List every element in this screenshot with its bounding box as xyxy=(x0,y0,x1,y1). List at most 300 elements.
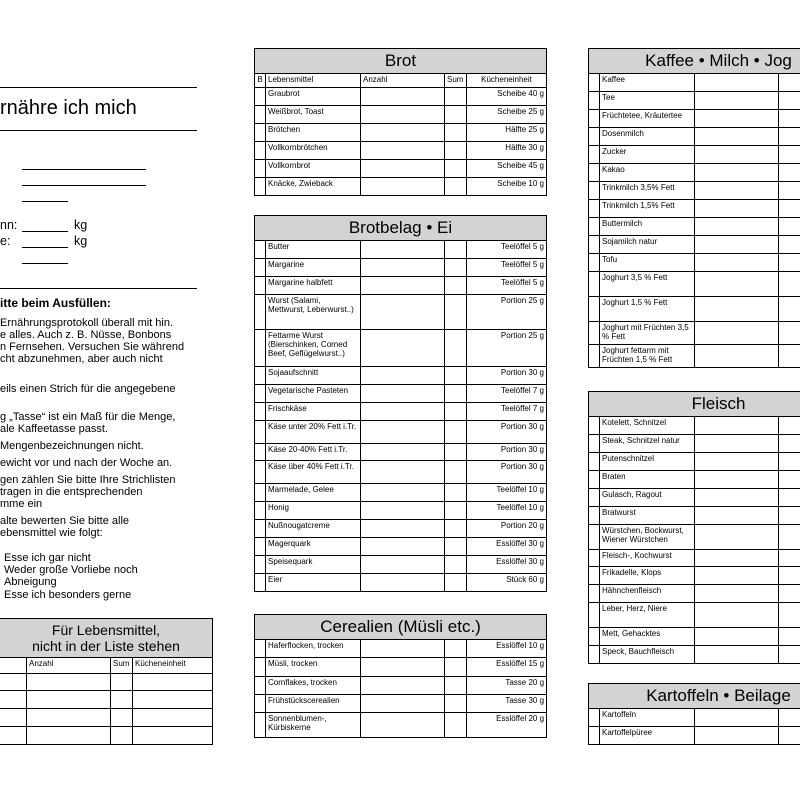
table-row xyxy=(589,322,800,345)
count-cell[interactable] xyxy=(695,727,779,745)
section-header: Brotbelag • Ei xyxy=(255,216,547,241)
kitchen-unit: Portion 30 g xyxy=(467,367,547,385)
fleisch-table xyxy=(588,391,800,664)
table-row xyxy=(255,677,547,695)
sum-cell[interactable] xyxy=(779,727,800,745)
table-row xyxy=(589,453,800,471)
food-name: Trinkmilch 3,5% Fett xyxy=(600,182,695,200)
section-header: Kaffee • Milch • Jog xyxy=(589,49,800,74)
sum-cell[interactable] xyxy=(445,502,467,520)
count-cell[interactable] xyxy=(695,603,779,628)
section-header: Kartoffeln • Beilage xyxy=(589,684,800,709)
table-row xyxy=(589,254,800,272)
table-header: B xyxy=(255,74,266,88)
sum-cell[interactable] xyxy=(779,236,800,254)
rating-cell[interactable] xyxy=(589,74,600,92)
table-header: Lebensmittel xyxy=(266,74,361,88)
rating-cell[interactable] xyxy=(255,403,266,421)
sum-cell[interactable] xyxy=(779,110,800,128)
sum-cell[interactable] xyxy=(445,574,467,592)
sum-cell[interactable] xyxy=(445,695,467,713)
table-header: Anzahl xyxy=(361,74,445,88)
table-row xyxy=(589,727,800,745)
section-header: Brot xyxy=(255,49,547,74)
food-name: Zucker xyxy=(600,146,695,164)
rating-cell[interactable] xyxy=(589,471,600,489)
sum-cell[interactable] xyxy=(779,628,800,646)
count-cell[interactable] xyxy=(695,272,779,297)
count-cell[interactable] xyxy=(361,484,445,502)
table-row xyxy=(589,550,800,567)
food-name: Margarine xyxy=(266,259,361,277)
food-name: Käse unter 20% Fett i.Tr. xyxy=(266,421,361,444)
sum-cell[interactable] xyxy=(445,461,467,484)
sum-cell[interactable] xyxy=(779,322,800,345)
section-title: nicht in der Liste stehen xyxy=(32,638,180,654)
rating-cell[interactable] xyxy=(589,200,600,218)
food-name: Joghurt mit Früchten 3,5 % Fett xyxy=(600,322,695,345)
kitchen-unit: Tasse 30 g xyxy=(467,695,547,713)
table-row xyxy=(589,297,800,322)
rating-cell[interactable] xyxy=(589,727,600,745)
sum-cell[interactable] xyxy=(779,164,800,182)
rating-line: Weder große Vorliebe noch xyxy=(4,564,138,576)
table-row xyxy=(589,164,800,182)
food-name: Mett, Gehacktes xyxy=(600,628,695,646)
count-cell[interactable] xyxy=(361,88,445,106)
sum-cell[interactable] xyxy=(445,520,467,538)
kitchen-unit: Tasse 20 g xyxy=(467,677,547,695)
food-name: Graubrot xyxy=(266,88,361,106)
count-cell[interactable] xyxy=(695,628,779,646)
count-cell[interactable] xyxy=(695,128,779,146)
food-name: Tee xyxy=(600,92,695,110)
count-cell[interactable] xyxy=(695,200,779,218)
rating-cell[interactable] xyxy=(255,640,266,658)
count-cell[interactable] xyxy=(695,297,779,322)
rating-cell[interactable] xyxy=(255,142,266,160)
food-name: Sojaaufschnitt xyxy=(266,367,361,385)
cell[interactable] xyxy=(27,727,111,745)
table-row xyxy=(255,556,547,574)
count-cell[interactable] xyxy=(695,218,779,236)
cell[interactable] xyxy=(133,727,213,745)
instruction-line: ebensmittel wie folgt: xyxy=(0,527,103,539)
count-cell[interactable] xyxy=(695,164,779,182)
table-row xyxy=(255,444,547,461)
rating-cell[interactable] xyxy=(255,695,266,713)
sum-cell[interactable] xyxy=(445,677,467,695)
sum-cell[interactable] xyxy=(445,403,467,421)
rating-cell[interactable] xyxy=(589,435,600,453)
input-line[interactable] xyxy=(22,185,146,186)
count-cell[interactable] xyxy=(361,556,445,574)
rating-cell[interactable] xyxy=(589,218,600,236)
cell[interactable] xyxy=(0,674,27,691)
table-row xyxy=(589,345,800,368)
table-header: Kücheneinheit xyxy=(467,74,547,88)
sum-cell[interactable] xyxy=(779,417,800,435)
sum-cell[interactable] xyxy=(779,507,800,525)
sum-cell[interactable] xyxy=(445,556,467,574)
rating-cell[interactable] xyxy=(255,259,266,277)
count-cell[interactable] xyxy=(361,330,445,367)
rating-cell[interactable] xyxy=(589,525,600,550)
rating-cell[interactable] xyxy=(255,677,266,695)
table-row xyxy=(589,182,800,200)
table-row xyxy=(589,628,800,646)
rating-cell[interactable] xyxy=(255,385,266,403)
sum-cell[interactable] xyxy=(445,124,467,142)
count-cell[interactable] xyxy=(361,142,445,160)
count-cell[interactable] xyxy=(695,709,779,727)
rating-cell[interactable] xyxy=(589,345,600,368)
section-header: Fleisch xyxy=(589,392,800,417)
rating-cell[interactable] xyxy=(589,628,600,646)
rating-cell[interactable] xyxy=(255,295,266,330)
food-name: Vegetarische Pasteten xyxy=(266,385,361,403)
count-cell[interactable] xyxy=(361,259,445,277)
rating-cell[interactable] xyxy=(589,297,600,322)
table-row xyxy=(255,178,547,196)
rating-cell[interactable] xyxy=(255,88,266,106)
count-cell[interactable] xyxy=(695,92,779,110)
sum-cell[interactable] xyxy=(779,92,800,110)
cell[interactable] xyxy=(0,709,27,727)
kitchen-unit: Portion 30 g xyxy=(467,444,547,461)
sum-cell[interactable] xyxy=(779,471,800,489)
rating-cell[interactable] xyxy=(255,461,266,484)
count-cell[interactable] xyxy=(695,585,779,603)
food-name: Kotelett, Schnitzel xyxy=(600,417,695,435)
instruction-line: e alles. Auch z. B. Nüsse, Bonbons xyxy=(0,329,172,341)
rating-cell[interactable] xyxy=(589,272,600,297)
rating-cell[interactable] xyxy=(255,330,266,367)
rating-cell[interactable] xyxy=(255,556,266,574)
food-name: Müsli, trocken xyxy=(266,658,361,677)
sum-cell[interactable] xyxy=(779,603,800,628)
food-name: Käse 20-40% Fett i.Tr. xyxy=(266,444,361,461)
count-cell[interactable] xyxy=(695,236,779,254)
table-header: Sum xyxy=(111,658,133,674)
rating-cell[interactable] xyxy=(255,713,266,738)
count-cell[interactable] xyxy=(361,124,445,142)
table-row xyxy=(589,507,800,525)
kitchen-unit: Teelöffel 5 g xyxy=(467,277,547,295)
count-cell[interactable] xyxy=(361,461,445,484)
count-cell[interactable] xyxy=(695,646,779,664)
table-row xyxy=(255,421,547,444)
rating-line: Abneigung xyxy=(4,576,57,588)
kitchen-unit: Hälfte 25 g xyxy=(467,124,547,142)
kitchen-unit: Portion 20 g xyxy=(467,520,547,538)
rating-cell[interactable] xyxy=(589,146,600,164)
field-label: e: xyxy=(0,234,11,248)
food-name: Tofu xyxy=(600,254,695,272)
unit-label: kg xyxy=(74,234,88,248)
sum-cell[interactable] xyxy=(445,178,467,196)
rating-cell[interactable] xyxy=(255,658,266,677)
count-cell[interactable] xyxy=(361,160,445,178)
sum-cell[interactable] xyxy=(779,218,800,236)
rating-cell[interactable] xyxy=(255,160,266,178)
table-row xyxy=(589,525,800,550)
cell[interactable] xyxy=(111,674,133,691)
food-name: Vollkornbrot xyxy=(266,160,361,178)
sum-cell[interactable] xyxy=(779,254,800,272)
count-cell[interactable] xyxy=(361,421,445,444)
count-cell[interactable] xyxy=(361,520,445,538)
cell[interactable] xyxy=(111,691,133,709)
sum-cell[interactable] xyxy=(445,277,467,295)
count-cell[interactable] xyxy=(361,277,445,295)
count-cell[interactable] xyxy=(695,507,779,525)
weight-before-input[interactable] xyxy=(22,231,68,232)
food-name: Früchtetee, Kräutertee xyxy=(600,110,695,128)
kitchen-unit: Esslöffel 15 g xyxy=(467,658,547,677)
sum-cell[interactable] xyxy=(779,297,800,322)
rating-cell[interactable] xyxy=(589,567,600,585)
rating-cell[interactable] xyxy=(255,367,266,385)
food-name: Margarine halbfett xyxy=(266,277,361,295)
table-row xyxy=(255,106,547,124)
table-row xyxy=(255,88,547,106)
count-cell[interactable] xyxy=(695,567,779,585)
sum-cell[interactable] xyxy=(445,444,467,461)
rating-cell[interactable] xyxy=(589,709,600,727)
rating-cell[interactable] xyxy=(589,646,600,664)
rating-cell[interactable] xyxy=(255,538,266,556)
sum-cell[interactable] xyxy=(779,128,800,146)
cell[interactable] xyxy=(0,727,27,745)
food-name: Käse über 40% Fett i.Tr. xyxy=(266,461,361,484)
food-name: Haferflocken, trocken xyxy=(266,640,361,658)
count-cell[interactable] xyxy=(361,640,445,658)
food-name: Kaffee xyxy=(600,74,695,92)
rating-cell[interactable] xyxy=(255,444,266,461)
food-name: Wurst (Salami, Mettwurst, Leberwurst..) xyxy=(266,295,361,330)
cell[interactable] xyxy=(0,691,27,709)
table-row xyxy=(255,241,547,259)
rating-cell[interactable] xyxy=(255,574,266,592)
cell[interactable] xyxy=(27,709,111,727)
sum-cell[interactable] xyxy=(445,295,467,330)
rating-cell[interactable] xyxy=(589,236,600,254)
rating-cell[interactable] xyxy=(589,254,600,272)
instruction-line: ale Kaffeetasse passt. xyxy=(0,423,109,435)
cerealien-table xyxy=(254,614,547,738)
count-cell[interactable] xyxy=(361,695,445,713)
sum-cell[interactable] xyxy=(779,146,800,164)
count-cell[interactable] xyxy=(361,241,445,259)
sum-cell[interactable] xyxy=(445,367,467,385)
rating-cell[interactable] xyxy=(589,164,600,182)
count-cell[interactable] xyxy=(695,550,779,567)
count-cell[interactable] xyxy=(695,110,779,128)
rating-cell[interactable] xyxy=(589,322,600,345)
count-cell[interactable] xyxy=(695,345,779,368)
sum-cell[interactable] xyxy=(445,241,467,259)
rating-cell[interactable] xyxy=(589,110,600,128)
instruction-line: eils einen Strich für die angegebene xyxy=(0,383,176,395)
instruction-line: alte bewerten Sie bitte alle xyxy=(0,515,130,527)
input-line[interactable] xyxy=(22,201,68,202)
sum-cell[interactable] xyxy=(445,88,467,106)
sum-cell[interactable] xyxy=(779,525,800,550)
table-row xyxy=(589,567,800,585)
sum-cell[interactable] xyxy=(445,484,467,502)
kitchen-unit: Scheibe 10 g xyxy=(467,178,547,196)
rating-cell[interactable] xyxy=(255,241,266,259)
rating-cell[interactable] xyxy=(255,421,266,444)
sum-cell[interactable] xyxy=(779,435,800,453)
table-row xyxy=(589,435,800,453)
food-name: Hähnchenfleisch xyxy=(600,585,695,603)
kitchen-unit: Scheibe 40 g xyxy=(467,88,547,106)
sum-cell[interactable] xyxy=(779,567,800,585)
cell[interactable] xyxy=(111,727,133,745)
sum-cell[interactable] xyxy=(445,538,467,556)
cell[interactable] xyxy=(133,709,213,727)
count-cell[interactable] xyxy=(361,574,445,592)
rating-cell[interactable] xyxy=(589,417,600,435)
count-cell[interactable] xyxy=(361,367,445,385)
rating-cell[interactable] xyxy=(589,128,600,146)
food-name: Speisequark xyxy=(266,556,361,574)
kitchen-unit: Portion 25 g xyxy=(467,295,547,330)
table-row xyxy=(589,236,800,254)
count-cell[interactable] xyxy=(695,435,779,453)
rating-cell[interactable] xyxy=(589,182,600,200)
count-cell[interactable] xyxy=(695,322,779,345)
count-cell[interactable] xyxy=(695,74,779,92)
cell[interactable] xyxy=(133,691,213,709)
table-row xyxy=(255,277,547,295)
page-title: rnähre ich mich xyxy=(0,97,137,119)
weight-after-input[interactable] xyxy=(22,247,68,248)
rating-line: Esse ich besonders gerne xyxy=(4,589,132,601)
count-cell[interactable] xyxy=(361,502,445,520)
table-row xyxy=(255,520,547,538)
input-line[interactable] xyxy=(22,169,146,170)
count-cell[interactable] xyxy=(361,385,445,403)
sum-cell[interactable] xyxy=(445,421,467,444)
right-column xyxy=(588,48,800,748)
food-name: Kakao xyxy=(600,164,695,182)
instruction-line: g „Tasse“ ist ein Maß für die Menge, xyxy=(0,411,176,423)
count-cell[interactable] xyxy=(695,471,779,489)
count-cell[interactable] xyxy=(695,525,779,550)
rating-cell[interactable] xyxy=(255,124,266,142)
count-cell[interactable] xyxy=(361,713,445,738)
cell[interactable] xyxy=(27,691,111,709)
input-line[interactable] xyxy=(22,263,68,264)
count-cell[interactable] xyxy=(361,403,445,421)
rating-cell[interactable] xyxy=(589,489,600,507)
count-cell[interactable] xyxy=(361,106,445,124)
brot-table xyxy=(254,48,547,196)
rating-cell[interactable] xyxy=(255,502,266,520)
sum-cell[interactable] xyxy=(445,713,467,738)
sum-cell[interactable] xyxy=(445,160,467,178)
rating-cell[interactable] xyxy=(589,585,600,603)
table-row xyxy=(255,295,547,330)
cell[interactable] xyxy=(27,674,111,691)
rating-cell[interactable] xyxy=(589,92,600,110)
count-cell[interactable] xyxy=(695,489,779,507)
food-name: Nußnougatcreme xyxy=(266,520,361,538)
kitchen-unit: Esslöffel 20 g xyxy=(467,713,547,738)
sum-cell[interactable] xyxy=(445,640,467,658)
food-name: Magerquark xyxy=(266,538,361,556)
food-name: Würstchen, Bockwurst, Wiener Würstchen xyxy=(600,525,695,550)
food-name: Braten xyxy=(600,471,695,489)
food-name: Frischkäse xyxy=(266,403,361,421)
count-cell[interactable] xyxy=(361,538,445,556)
count-cell[interactable] xyxy=(361,677,445,695)
rating-cell[interactable] xyxy=(589,453,600,471)
sum-cell[interactable] xyxy=(779,182,800,200)
sum-cell[interactable] xyxy=(445,142,467,160)
count-cell[interactable] xyxy=(361,178,445,196)
count-cell[interactable] xyxy=(695,182,779,200)
sum-cell[interactable] xyxy=(779,200,800,218)
count-cell[interactable] xyxy=(361,295,445,330)
sum-cell[interactable] xyxy=(779,550,800,567)
kitchen-unit: Teelöffel 10 g xyxy=(467,484,547,502)
sum-cell[interactable] xyxy=(445,106,467,124)
sum-cell[interactable] xyxy=(779,453,800,471)
sum-cell[interactable] xyxy=(779,709,800,727)
rating-cell[interactable] xyxy=(589,550,600,567)
sum-cell[interactable] xyxy=(779,489,800,507)
table-row xyxy=(255,259,547,277)
sum-cell[interactable] xyxy=(445,259,467,277)
sum-cell[interactable] xyxy=(779,646,800,664)
rating-cell[interactable] xyxy=(255,178,266,196)
sum-cell[interactable] xyxy=(779,345,800,368)
table-row xyxy=(255,124,547,142)
rating-cell[interactable] xyxy=(255,520,266,538)
sum-cell[interactable] xyxy=(445,658,467,677)
count-cell[interactable] xyxy=(695,417,779,435)
kitchen-unit: Stück 60 g xyxy=(467,574,547,592)
sum-cell[interactable] xyxy=(779,272,800,297)
rating-cell[interactable] xyxy=(255,106,266,124)
count-cell[interactable] xyxy=(695,146,779,164)
cell[interactable] xyxy=(111,709,133,727)
sum-cell[interactable] xyxy=(779,74,800,92)
brotbelag-table xyxy=(254,215,547,592)
sum-cell[interactable] xyxy=(445,385,467,403)
table-row xyxy=(255,330,547,367)
kaffee-table xyxy=(588,48,800,368)
count-cell[interactable] xyxy=(361,444,445,461)
rating-cell[interactable] xyxy=(589,507,600,525)
count-cell[interactable] xyxy=(695,453,779,471)
rating-cell[interactable] xyxy=(255,484,266,502)
sum-cell[interactable] xyxy=(779,585,800,603)
food-name: Marmelade, Gelee xyxy=(266,484,361,502)
count-cell[interactable] xyxy=(695,254,779,272)
count-cell[interactable] xyxy=(361,658,445,677)
rating-cell[interactable] xyxy=(255,277,266,295)
table-row xyxy=(255,484,547,502)
sum-cell[interactable] xyxy=(445,330,467,367)
cell[interactable] xyxy=(133,674,213,691)
rating-cell[interactable] xyxy=(589,603,600,628)
table-row xyxy=(255,658,547,677)
